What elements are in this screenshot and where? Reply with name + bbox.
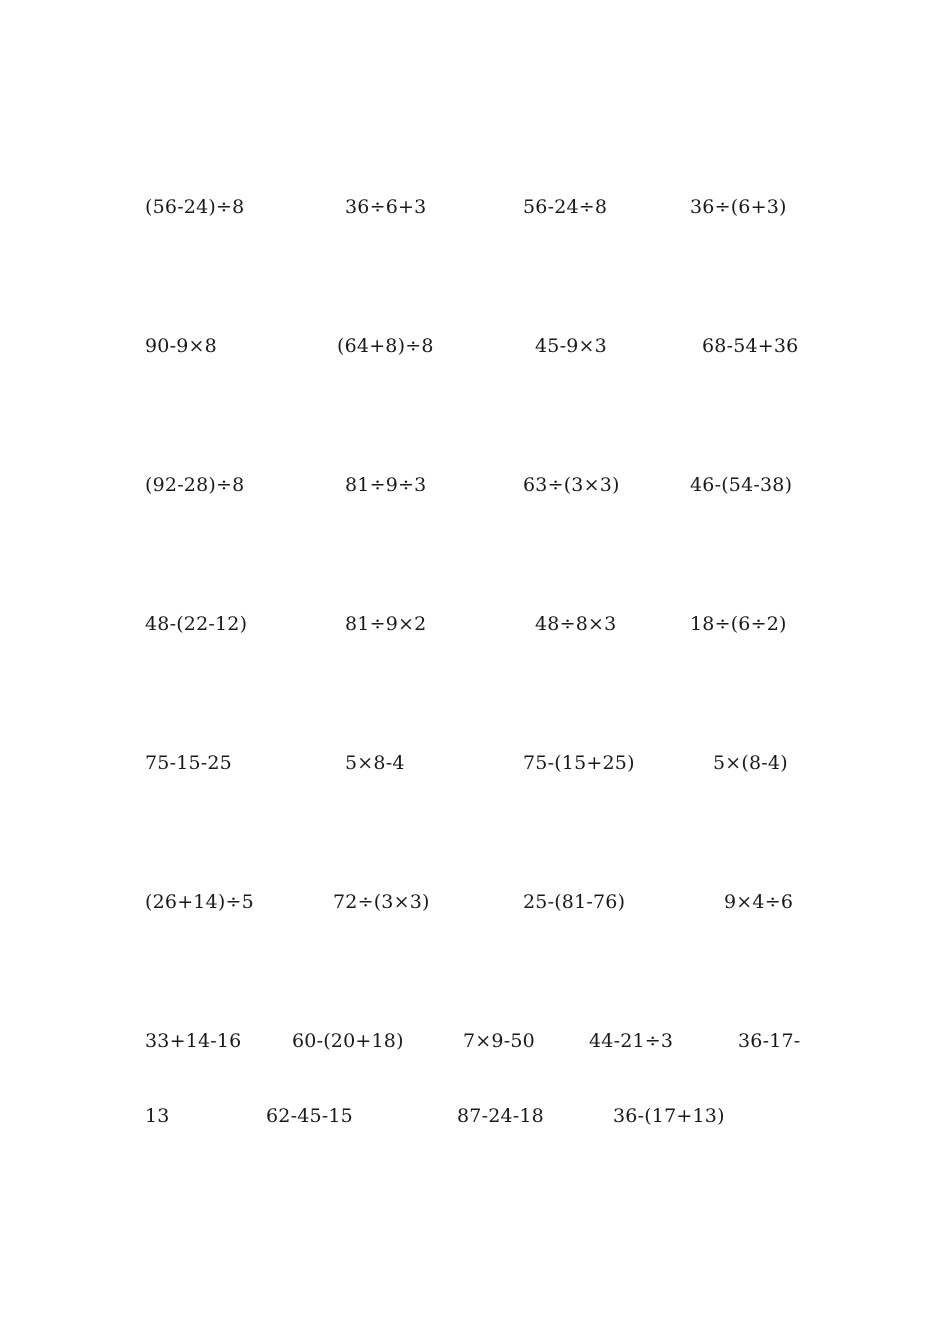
expression: 68-54+36 <box>702 335 799 357</box>
expression: 36÷(6+3) <box>690 196 787 218</box>
expression: (64+8)÷8 <box>337 335 434 357</box>
expression: 48÷8×3 <box>535 613 617 635</box>
expression: 90-9×8 <box>145 335 217 357</box>
expression: 81÷9×2 <box>345 613 427 635</box>
expression: 18÷(6÷2) <box>690 613 787 635</box>
expression: 5×8-4 <box>345 752 405 774</box>
expression: 36-17- <box>738 1030 801 1052</box>
expression: 81÷9÷3 <box>345 474 427 496</box>
expression: (26+14)÷5 <box>145 891 254 913</box>
expression: (92-28)÷8 <box>145 474 245 496</box>
expression: 56-24÷8 <box>523 196 608 218</box>
expression: 75-15-25 <box>145 752 232 774</box>
expression: 75-(15+25) <box>523 752 635 774</box>
expression: 48-(22-12) <box>145 613 248 635</box>
expression: 44-21÷3 <box>589 1030 674 1052</box>
expression: 5×(8-4) <box>713 752 788 774</box>
expression: 87-24-18 <box>457 1105 544 1127</box>
expression: 33+14-16 <box>145 1030 242 1052</box>
expression: 45-9×3 <box>535 335 607 357</box>
expression: 25-(81-76) <box>523 891 626 913</box>
expression: 36-(17+13) <box>613 1105 725 1127</box>
expression: 72÷(3×3) <box>333 891 430 913</box>
expression: 7×9-50 <box>463 1030 535 1052</box>
expression: 62-45-15 <box>266 1105 353 1127</box>
expression: 46-(54-38) <box>690 474 793 496</box>
expression: 60-(20+18) <box>292 1030 404 1052</box>
expression: 13 <box>145 1105 170 1127</box>
expression: 63÷(3×3) <box>523 474 620 496</box>
expression: (56-24)÷8 <box>145 196 245 218</box>
expression: 9×4÷6 <box>724 891 794 913</box>
expression: 36÷6+3 <box>345 196 427 218</box>
